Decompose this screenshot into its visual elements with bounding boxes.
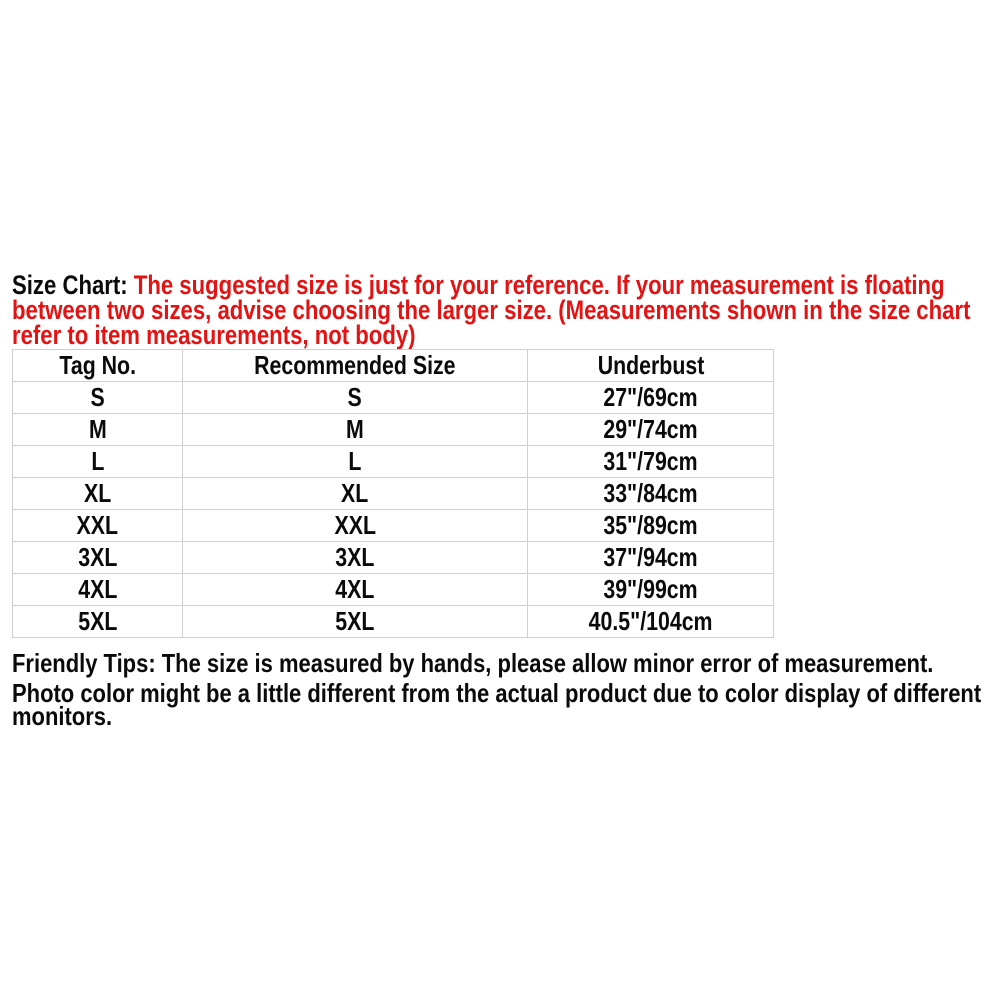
table-row	[13, 414, 774, 446]
table-row	[13, 574, 774, 606]
cell-tag-no: XXL	[13, 510, 183, 542]
friendly-tips	[12, 648, 1000, 678]
cell-recommended-size: L	[183, 446, 528, 478]
size-chart-table	[12, 349, 774, 638]
table-header-row	[13, 350, 774, 382]
cell-tag-no: XL	[13, 478, 183, 510]
cell-recommended-size: 4XL	[183, 574, 528, 606]
photo-note-line-2: monitors.	[12, 701, 113, 731]
table-row	[13, 510, 774, 542]
cell-underbust: 31"/79cm	[528, 446, 774, 478]
cell-tag-no: L	[13, 446, 183, 478]
column-header-recommended-size: Recommended Size	[183, 350, 528, 382]
photo-color-note	[12, 678, 1000, 731]
table-row	[13, 382, 774, 414]
table-row	[13, 606, 774, 638]
cell-underbust: 29"/74cm	[528, 414, 774, 446]
column-header-underbust: Underbust	[528, 350, 774, 382]
cell-recommended-size: XL	[183, 478, 528, 510]
cell-underbust: 37"/94cm	[528, 542, 774, 574]
cell-underbust: 33"/84cm	[528, 478, 774, 510]
size-chart-notice	[12, 270, 1000, 350]
cell-recommended-size: S	[183, 382, 528, 414]
cell-underbust: 40.5"/104cm	[528, 606, 774, 638]
cell-underbust: 27"/69cm	[528, 382, 774, 414]
cell-tag-no: 5XL	[13, 606, 183, 638]
cell-recommended-size: XXL	[183, 510, 528, 542]
notice-line-1-red: The suggested size is just for your reference. If your measurement is floating	[133, 270, 945, 300]
photo-note-line-1: Photo color might be a little different from the actual product due to color display of different	[12, 678, 982, 708]
cell-underbust: 35"/89cm	[528, 510, 774, 542]
notice-line-3: refer to item measurements, not body)	[12, 320, 416, 350]
table-row	[13, 478, 774, 510]
cell-tag-no: 4XL	[13, 574, 183, 606]
notice-line-2: between two sizes, advise choosing the larger size. (Measurements shown in the size chart	[12, 295, 971, 325]
cell-tag-no: S	[13, 382, 183, 414]
cell-recommended-size: 3XL	[183, 542, 528, 574]
friendly-tips-text: Friendly Tips: The size is measured by hands, please allow minor error of measurement.	[12, 648, 934, 678]
table-row	[13, 542, 774, 574]
cell-tag-no: M	[13, 414, 183, 446]
table-row	[13, 446, 774, 478]
cell-recommended-size: M	[183, 414, 528, 446]
size-chart-label: Size Chart:	[12, 270, 134, 300]
cell-tag-no: 3XL	[13, 542, 183, 574]
cell-underbust: 39"/99cm	[528, 574, 774, 606]
cell-recommended-size: 5XL	[183, 606, 528, 638]
column-header-tag-no: Tag No.	[13, 350, 183, 382]
